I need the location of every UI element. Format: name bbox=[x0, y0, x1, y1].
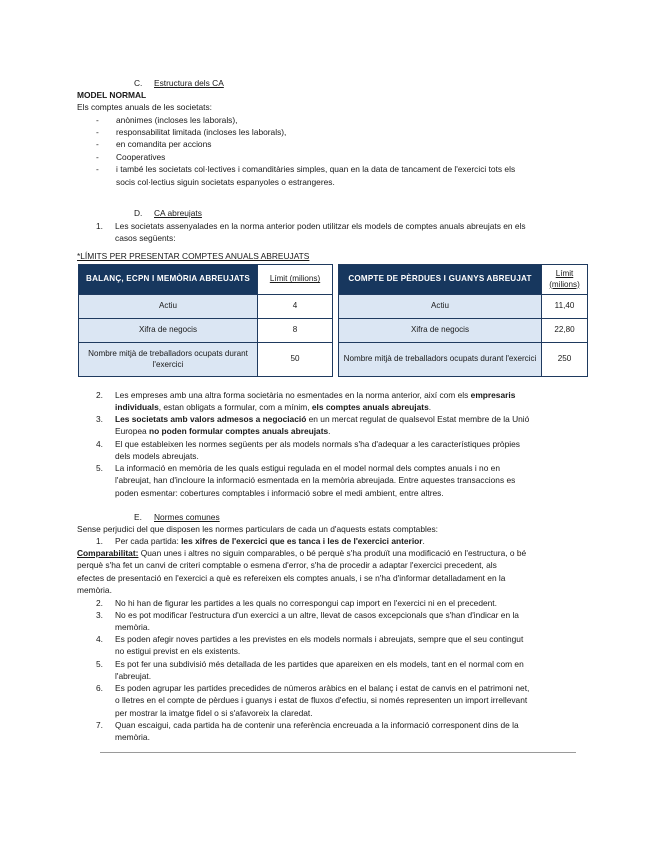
section-title: Estructura dels CA bbox=[154, 78, 224, 88]
table-cell-value: 22,80 bbox=[542, 319, 588, 343]
section-letter: D. bbox=[134, 208, 143, 218]
section-title: CA abreujats bbox=[154, 208, 202, 218]
table-header: COMPTE DE PÈRDUES I GUANYS ABREUJAT bbox=[339, 265, 542, 295]
section-e-heading bbox=[134, 511, 220, 523]
table-cell-value: 250 bbox=[542, 343, 588, 377]
section-d-heading bbox=[134, 207, 202, 219]
footer-divider bbox=[100, 752, 576, 753]
limits-heading: *LÍMITS PER PRESENTAR COMPTES ANUALS ABREUJATS bbox=[77, 251, 310, 261]
table-cell-label: Nombre mitjà de treballadors ocupats durant l'exercici bbox=[339, 343, 542, 377]
comparabilitat-paragraph: Comparabilitat: Quan unes i altres no siguin comparables, o bé perquè s'ha produït una modificació en l'estructura, o bé perquè s'ha fet un canvi de criteri comptable o esmena d'error, s'ha de procedir a adaptar l'exercici precedent, als efectes de presentació en l'exercici a què es refereixen els comptes anuals, i se n'ha d'informar detalladament en la memòria. bbox=[77, 548, 527, 595]
section-letter: E. bbox=[134, 512, 142, 522]
section-c-heading bbox=[134, 77, 224, 89]
limit-header: Límit (milions) bbox=[258, 265, 333, 295]
table-header: BALANÇ, ECPN I MEMÒRIA ABREUJATS bbox=[79, 265, 258, 295]
model-normal-heading: MODEL NORMAL bbox=[77, 90, 147, 100]
table-cell-value: 11,40 bbox=[542, 295, 588, 319]
table-cell-label: Xifra de negocis bbox=[339, 319, 542, 343]
section-letter: C. bbox=[134, 78, 143, 88]
table-cell-label: Xifra de negocis bbox=[79, 319, 258, 343]
table-cell-label: Actiu bbox=[79, 295, 258, 319]
table-cell-label: Actiu bbox=[339, 295, 542, 319]
limit-header: Límit (milions) bbox=[542, 265, 588, 295]
limits-table-pyg bbox=[338, 264, 588, 377]
table-cell-value: 4 bbox=[258, 295, 333, 319]
limits-table-balance bbox=[78, 264, 333, 377]
model-normal-intro: Els comptes anuals de les societats: bbox=[77, 102, 212, 112]
table-cell-value: 8 bbox=[258, 319, 333, 343]
table-cell-label: Nombre mitjà de treballadors ocupats durant l'exercici bbox=[79, 343, 258, 377]
section-title: Normes comunes bbox=[154, 512, 220, 522]
normes-intro: Sense perjudici del que disposen les normes particulars de cada un d'aquests estats comptables: bbox=[77, 524, 439, 534]
table-cell-value: 50 bbox=[258, 343, 333, 377]
